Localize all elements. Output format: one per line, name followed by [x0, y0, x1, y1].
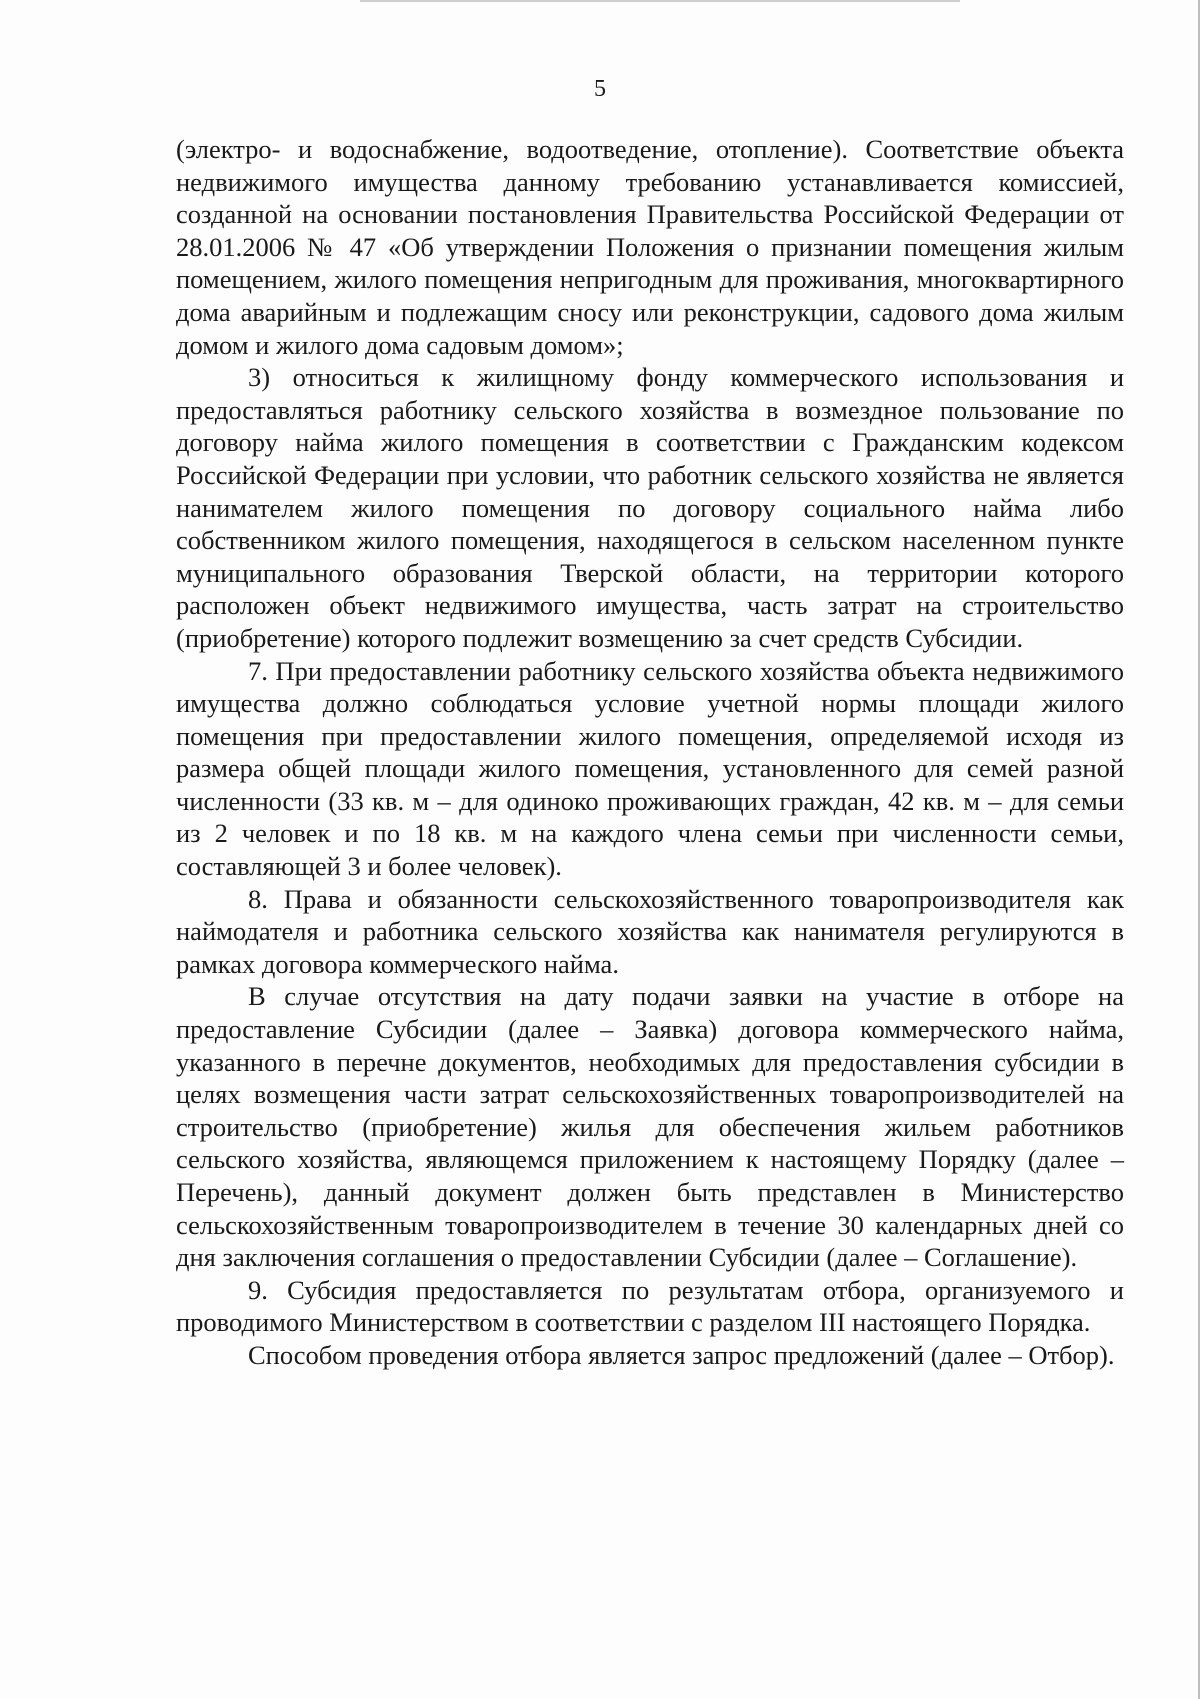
page-number: 5	[594, 76, 606, 102]
scan-edge-top	[360, 0, 960, 2]
paragraph-clause-9: 9. Субсидия предоставляется по результатам отбора, организуемого и проводимого Министерством в соответствии с разделом III настоящего Порядка.	[176, 1274, 1124, 1338]
paragraph-clause-8: 8. Права и обязанности сельскохозяйственного товаропроизводителя как наймодателя и работника сельского хозяйства как нанимателя регулируются в рамках договора коммерческого найма.	[176, 883, 1124, 979]
paragraph-clause-7: 7. При предоставлении работнику сельского хозяйства объекта недвижимого имущества должно соблюдаться условие учетной нормы площади жилого помещения при предоставлении жилого помещения, определяемой исходя из размера общей площади жилого помещения, установленного для семей разной численности (33 кв. м – для одиноко проживающих граждан, 42 кв. м – для семьи из 2 человек и по 18 кв. м на каждого члена семьи при численности семьи, составляющей 3 и более человек).	[176, 655, 1124, 882]
paragraph-selection-method: Способом проведения отбора является запрос предложений (далее – Отбор).	[248, 1339, 1115, 1370]
paragraph-continuation: (электро- и водоснабжение, водоотведение, отопление). Соответствие объекта недвижимого имущества данному требованию устанавливается комиссией, созданной на основании постановления Правительства Российской Федерации от 28.01.2006 № 47 «Об утверждении Положения о признании помещения жилым помещением, жилого помещения непригодным для проживания, многоквартирного дома аварийным и подлежащим сносу или реконструкции, садового дома жилым домом и жилого дома садовым домом»;	[176, 134, 1124, 360]
paragraph-missing-contract: В случае отсутствия на дату подачи заявки на участие в отборе на предоставление Субсидии (далее – Заявка) договора коммерческого найма, указанного в перечне документов, необходимых для предоставления субсидии в целях возмещения части затрат сельскохозяйственных товаропроизводителей на строительство (приобретение) жилья для обеспечения жильем работников сельского хозяйства, являющемся приложением к настоящему Порядку (далее – Перечень), данный документ должен быть представлен в Министерство сельскохозяйственным товаропроизводителем в течение 30 календарных дней со дня заключения соглашения о предоставлении Субсидии (далее – Соглашение).	[176, 981, 1124, 1273]
document-body	[176, 133, 1124, 1372]
paragraph-item-3: 3) относиться к жилищному фонду коммерческого использования и предоставляться работнику сельского хозяйства в возмездное пользование по договору найма жилого помещения в соответствии с Гражданским кодексом Российской Федерации при условии, что работник сельского хозяйства не является нанимателем жилого помещения по договору социального найма либо собственником жилого помещения, находящегося в сельском населенном пункте муниципального образования Тверской области, на территории которого расположен объект недвижимого имущества, часть затрат на строительство (приобретение) которого подлежит возмещению за счет средств Субсидии.	[176, 362, 1124, 653]
